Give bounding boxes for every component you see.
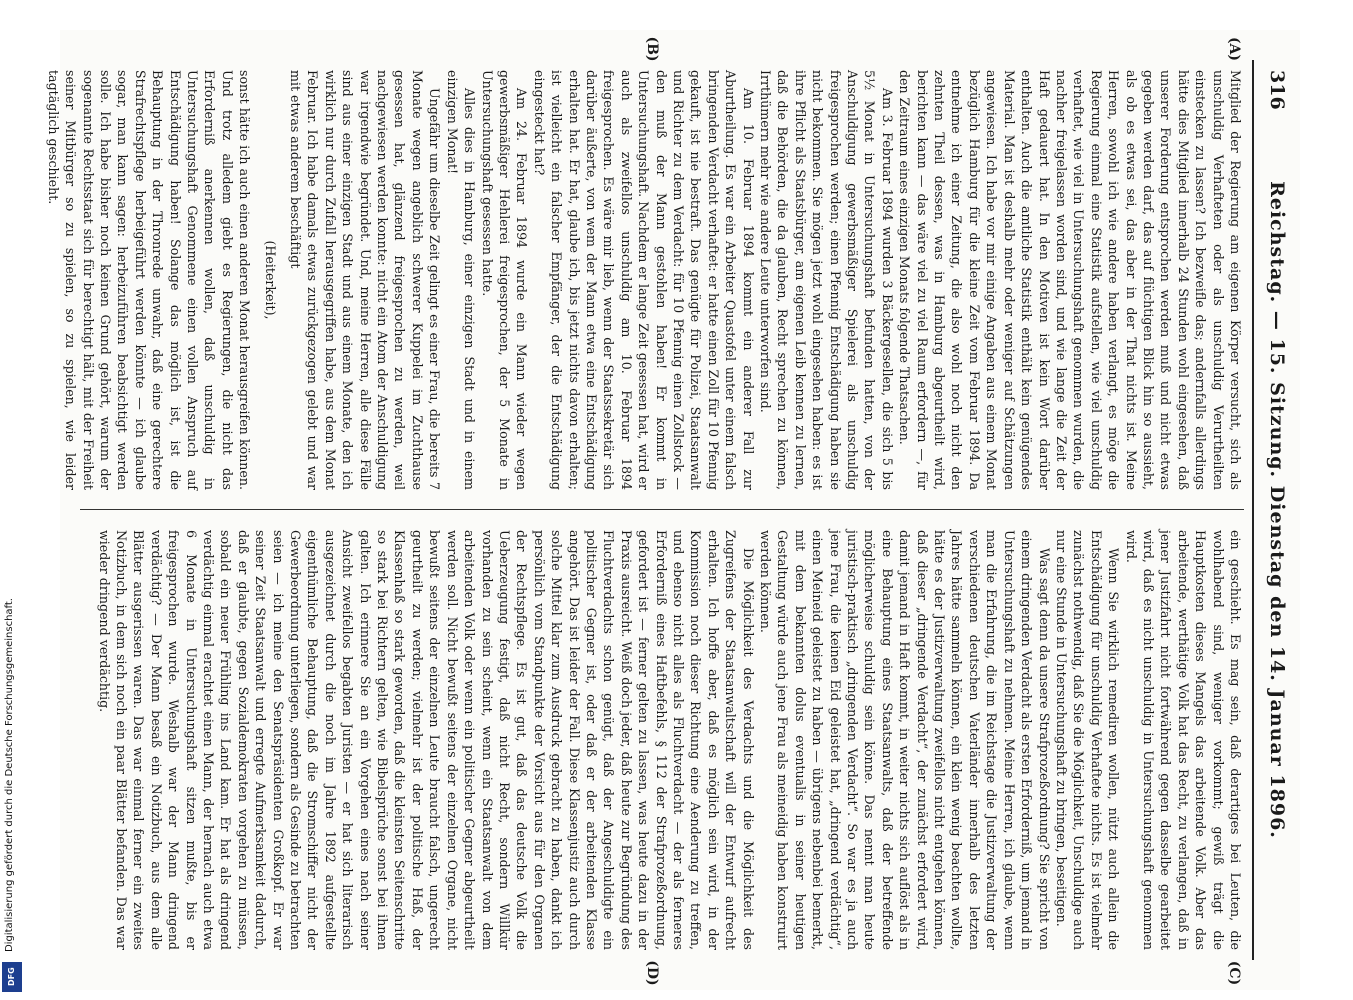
column-divider (80, 509, 1244, 510)
header-rule (1252, 60, 1254, 960)
interjection: (Heiterkeit), (262, 240, 278, 320)
paragraph: Wenn Sie wirklich remediren wollen, nützt auch allein die Entschädigung für unschuldig Verhaftete nichts. Es ist vielmehr zunächst nothwendig, daß Sie die Möglichkeit, Unschuldige auch nur eine Stunde in Untersuchungshaft zu bringen, beseitigen. (1053, 530, 1122, 950)
page-header (1258, 70, 1292, 950)
paragraph: Am 24. Februar 1894 wurde ein Mann wieder wegen gewerbsmäßiger Hehlerei freigesprochen, der 5 Monate in Untersuchungshaft gesessen hatte. (479, 70, 530, 490)
paragraph: Am 3. Februar 1894 wurden 3 Bäckergesellen, die sich 5 bis 5½ Monat in Untersuchungshaft befunden hatten, von der Anschuldigung gewerbsmäßiger Spielerei als unschuldig freigesprochen werden; einen Pfennig Entschädigung haben sie nicht bekommen. Sie mögen jetzt wohl eingesehen haben: es ist ihre Pflicht als Staatsbürger, am eigenen Leib kennen zu lernen, daß die Behörden, die da glauben, Recht sprechen zu können, Irrthümern mehr wie andere Leute unterworfen sind. (758, 70, 895, 490)
left-column (45, 70, 1244, 490)
digitization-credit: Digitalisierung gefördert durch die Deutsche Forschungsgemeinschaft. (4, 598, 15, 953)
scanned-page (45, 30, 1300, 990)
margin-marker-d: (D) (644, 960, 660, 986)
paragraph: Was sagt denn da unsere Strafprozeßordnung? Sie spricht von einem dringenden Verdacht als ersten Erforderniß, um jemand in Untersuchungshaft zu nehmen. Meine Herren, ich glaube, wenn man die Erfahrung, die im Reichstage die Justizverwaltung der verschiedenen deutschen Vaterländer innerhalb des letzten Jahres hätte sammeln können, ein klein wenig beachten wollte, hätte es der Justizverwaltung zweifellos nicht entgehen können, daß dieser „dringende Verdacht“, der zunächst erfordert wird, damit jemand in Haft kommt, in weiter nichts sich auflöst als in eine Behauptung eines Staatsanwalts, daß der betreffende möglicherweise schuldig sein könne. Das nennt man heute juristisch-praktisch „dringenden Verdacht“. So war es ja auch jene Frau, die keinen Eid geleistet hat, „dringend verdächtig“, einen Meineid geleistet zu haben — übrigens nebenbei bemerkt, mit dem bekannten dolus eventualis in seiner heutigen Gestaltung würde auch jene Frau als meineidig haben konstruirt werden können. (758, 530, 1052, 950)
paragraph: ein geschieht. Es mag sein, daß derartiges bei Leuten, die wohlhabend sind, weniger vorkommt; gewiß trägt die Hauptkosten dieses Mangels das arbeitende Volk. Aber das arbeitende, werthätige Volk hat das Recht, zu verlangen, daß in jener Justizfahrt nicht fortwährend gegen dasselbe gearbeitet wird, daß es nicht unschuldig in Untersuchungshaft genommen wird. (1123, 530, 1243, 950)
page-title: Reichstag. — 15. Sitzung. Dienstag den 14. Januar 1896. (1266, 181, 1288, 839)
margin-marker-a: (A) (1226, 36, 1242, 62)
paragraph: Ungefähr um dieselbe Zeit gelingt es einer Frau, die bereits 7 Monate wegen angeblich schwerer Kuppelei im Zuchthause gesessen hat, glänzend freigesprochen zu werden, weil nachgewiesen werden konnte: nicht ein Atom der Anschuldigung war irgendwie begründet. Und, meine Herren, alle diese Fälle sind aus einer einzigen Stadt und aus einem Monate, den ich wirklich nur durch Zufall herausgegriffen habe, aus dem Monat Februar. Ich habe damals etwas zurückgezogen gelebt und war mit etwas anderem beschäftigt (288, 70, 443, 490)
paragraph: Am 10. Februar 1894 kommt ein anderer Fall zur Aburtheilung. Es war ein Arbeiter Quastofel unter einem falsch bringenden Verdacht verhaftet: er hatte einen Zoll für 10 Pfennig gekauft, ist nie bestraft. Das genügte für Polizei, Staatsanwalt und Richter zu dem Verdacht: für 10 Pfennig einen Zollstock — den muß der Mann gestohlen haben! Er kommt in Untersuchungshaft. Nachdem er lange Zeit gesessen hat, wird er auch als zweifellos unschuldig am 10. Februar 1894 freigesprochen. Es wäre mir lieb, wenn der Staatssekretär sich darüber äußerte, von wem der Mann etwa eine Entschädigung erhalten hat. Er hat, glaube ich, bis jetzt nichts davon erhalten; ist vielleicht ein falscher Empfänger, der die Entschädigung eingesteckt hat? (531, 70, 756, 490)
margin-marker-c: (C) (1226, 960, 1242, 986)
paragraph: Alles dies in Hamburg, einer einzigen Stadt und in einem einzigen Monat! (444, 70, 478, 490)
paragraph: Mitglied der Regierung am eigenen Körper versucht, sich als unschuldig Verhafteten oder als unschuldig Verurtheilten einstecken zu lassen? Ich bezweifle das; andernfalls allerdings hätte dies Mitglied innerhalb 24 Stunden wohl eingesehen, daß unserer Forderung entsprochen werden muß und nicht etwas gegeben werden darf, das auf flüchtigen Blick hin so aussieht, als ob es etwas sei, das aber in der That nichts ist. Meine Herren, sowohl ich wie andere haben verlangt, es möge die Regierung einmal eine Statistik aufstellen, wie viel unschuldig verhaftet, wie viel in Untersuchungshaft genommen wurden, die nachher freigelassen worden sind, und wie lange die Zeit der Haft gedauert hat. In den Motiven ist kein Wort darüber enthalten. Auch die amtliche Statistik enthält kein genügendes Material. Man ist deshalb mehr oder weniger auf Schätzungen angewiesen. Ich habe vor mir einige Angaben aus einem Monat bezüglich Hamburg für die kleine Zeit vom Februar 1894. Da entnehme ich einer Zeitung, die also wohl noch nicht den zehnten Theil dessen, was in Hamburg abgeurtheilt wird, berichten kann — das wäre viel zu viel Raum erfordern —, für den Zeitraum eines einzigen Monats folgende Thatsachen. (897, 70, 1243, 490)
dfg-logo: DFG (2, 962, 22, 992)
rotated-page-content (45, 30, 1300, 990)
paragraph: Die Möglichkeit des Verdachts und die Möglichkeit des Zugreifens der Staatsanwaltschaft will der Entwurf aufrecht erhalten. Ich hoffe aber, daß es möglich sein wird, in der Kommission noch dieser Richtung eine Aenderung zu treffen, und ebenso nicht alles als Fluchtverdacht — der als ferneres Erforderniß eines Haftbefehls, § 112 der Strafprozeßordnung, gefordert ist — ferner gelten zu lassen, was heute dazu in der Praxis ausreicht. Weiß doch jeder, daß heute zur Begründung des Fluchtverdachts schon genügt, daß der Angeschuldigte ein politischer Gegner ist, oder daß er der arbeitenden Klasse angehört. Das ist leider der Fall. Diese Klassenjustiz auch durch solche Mittel klar zum Ausdruck gebracht zu haben, dankt ich persönlich vom Standpunkte der Vorsicht aus für den Organen der Rechtspflege. Es ist gut, daß das deutsche Volk die Ueberzeugung festigt, daß nicht Recht, sondern Willkür vorhanden zu sein scheint, wenn ein Staatsanwalt von dem arbeitenden Volk oder wenn ein politischer Gegner abgeurtheilt werden soll. Nicht bewußt seitens der einzelnen Organe, nicht bewußt seitens der einzelnen Leute braucht falsch, ungerecht geurtheilt zu werden; vielmehr ist der politische Haß, der Klassenhaß so stark geworden, daß die kleinsten Seitenschritte so stark bei Richtern gelten, wie Bibelsprüche sonst bei ihnen galten. Ich erinnere Sie an ein Vorgehen eines nach seiner Ansicht zweifellos begabten Juristen — er hat sich literarisch ausgezeichnet durch die noch im Jahre 1892 aufgestellte eigenthümliche Behauptung, daß die Stromschiffer nicht der Gewerbeordnung unterliegen, sondern als Gesinde zu betrachten seien — ich meine den Senatspräsidenten Großkopf. Er war seiner Zeit Staatsanwalt und erregte Aufmerksamkeit dadurch, daß er glaubte, gegen Sozialdemokraten vorgehen zu müssen, sobald ein neuer Frühling ins Land kam. Er hat als dringend verdächtig einmal erachtet einen Mann, der hernach auch etwa 6 Monate in Untersuchungshaft sitzen mußte, bis er freigesprochen wurde. Weshalb war der Mann dringend verdächtig? — Der Mann besaß ein Notizbuch, aus dem alle Blätter ausgerissen waren. Das war einmal ferner ein zweites Notizbuch, in dem sich noch ein paar Blätter befanden. Das war wieder dringend verdächtig. (96, 530, 756, 950)
page-number: 316 (1266, 70, 1288, 110)
margin-marker-b: (B) (644, 36, 660, 62)
paragraph: sonst hätte ich auch einen anderen Monat herausgreifen können. Und trotz alledem giebt es Regierungen, die nicht das Erforderniß anerkennen wollen, daß unschuldig in Untersuchungshaft Genommene einen vollen Anspruch auf Entschädigung haben! Solange das möglich ist, ist die Behauptung in der Thronrede unwahr, daß eine gerechtere Strafrechtspflege herbeigeführt werden könnte — ich glaube sogar, man kann sagen: herbeizuführen beabsichtigt werden solle. Ich habe bisher noch keinen Grund gehört, warum der sogenannte Rechtsstaat sich für berechtigt hält, mit der Freiheit seiner Mitbürger so zu spielen, so zu spielen, wie leider tagtäglich geschieht. (45, 70, 253, 490)
right-column (80, 530, 1244, 950)
